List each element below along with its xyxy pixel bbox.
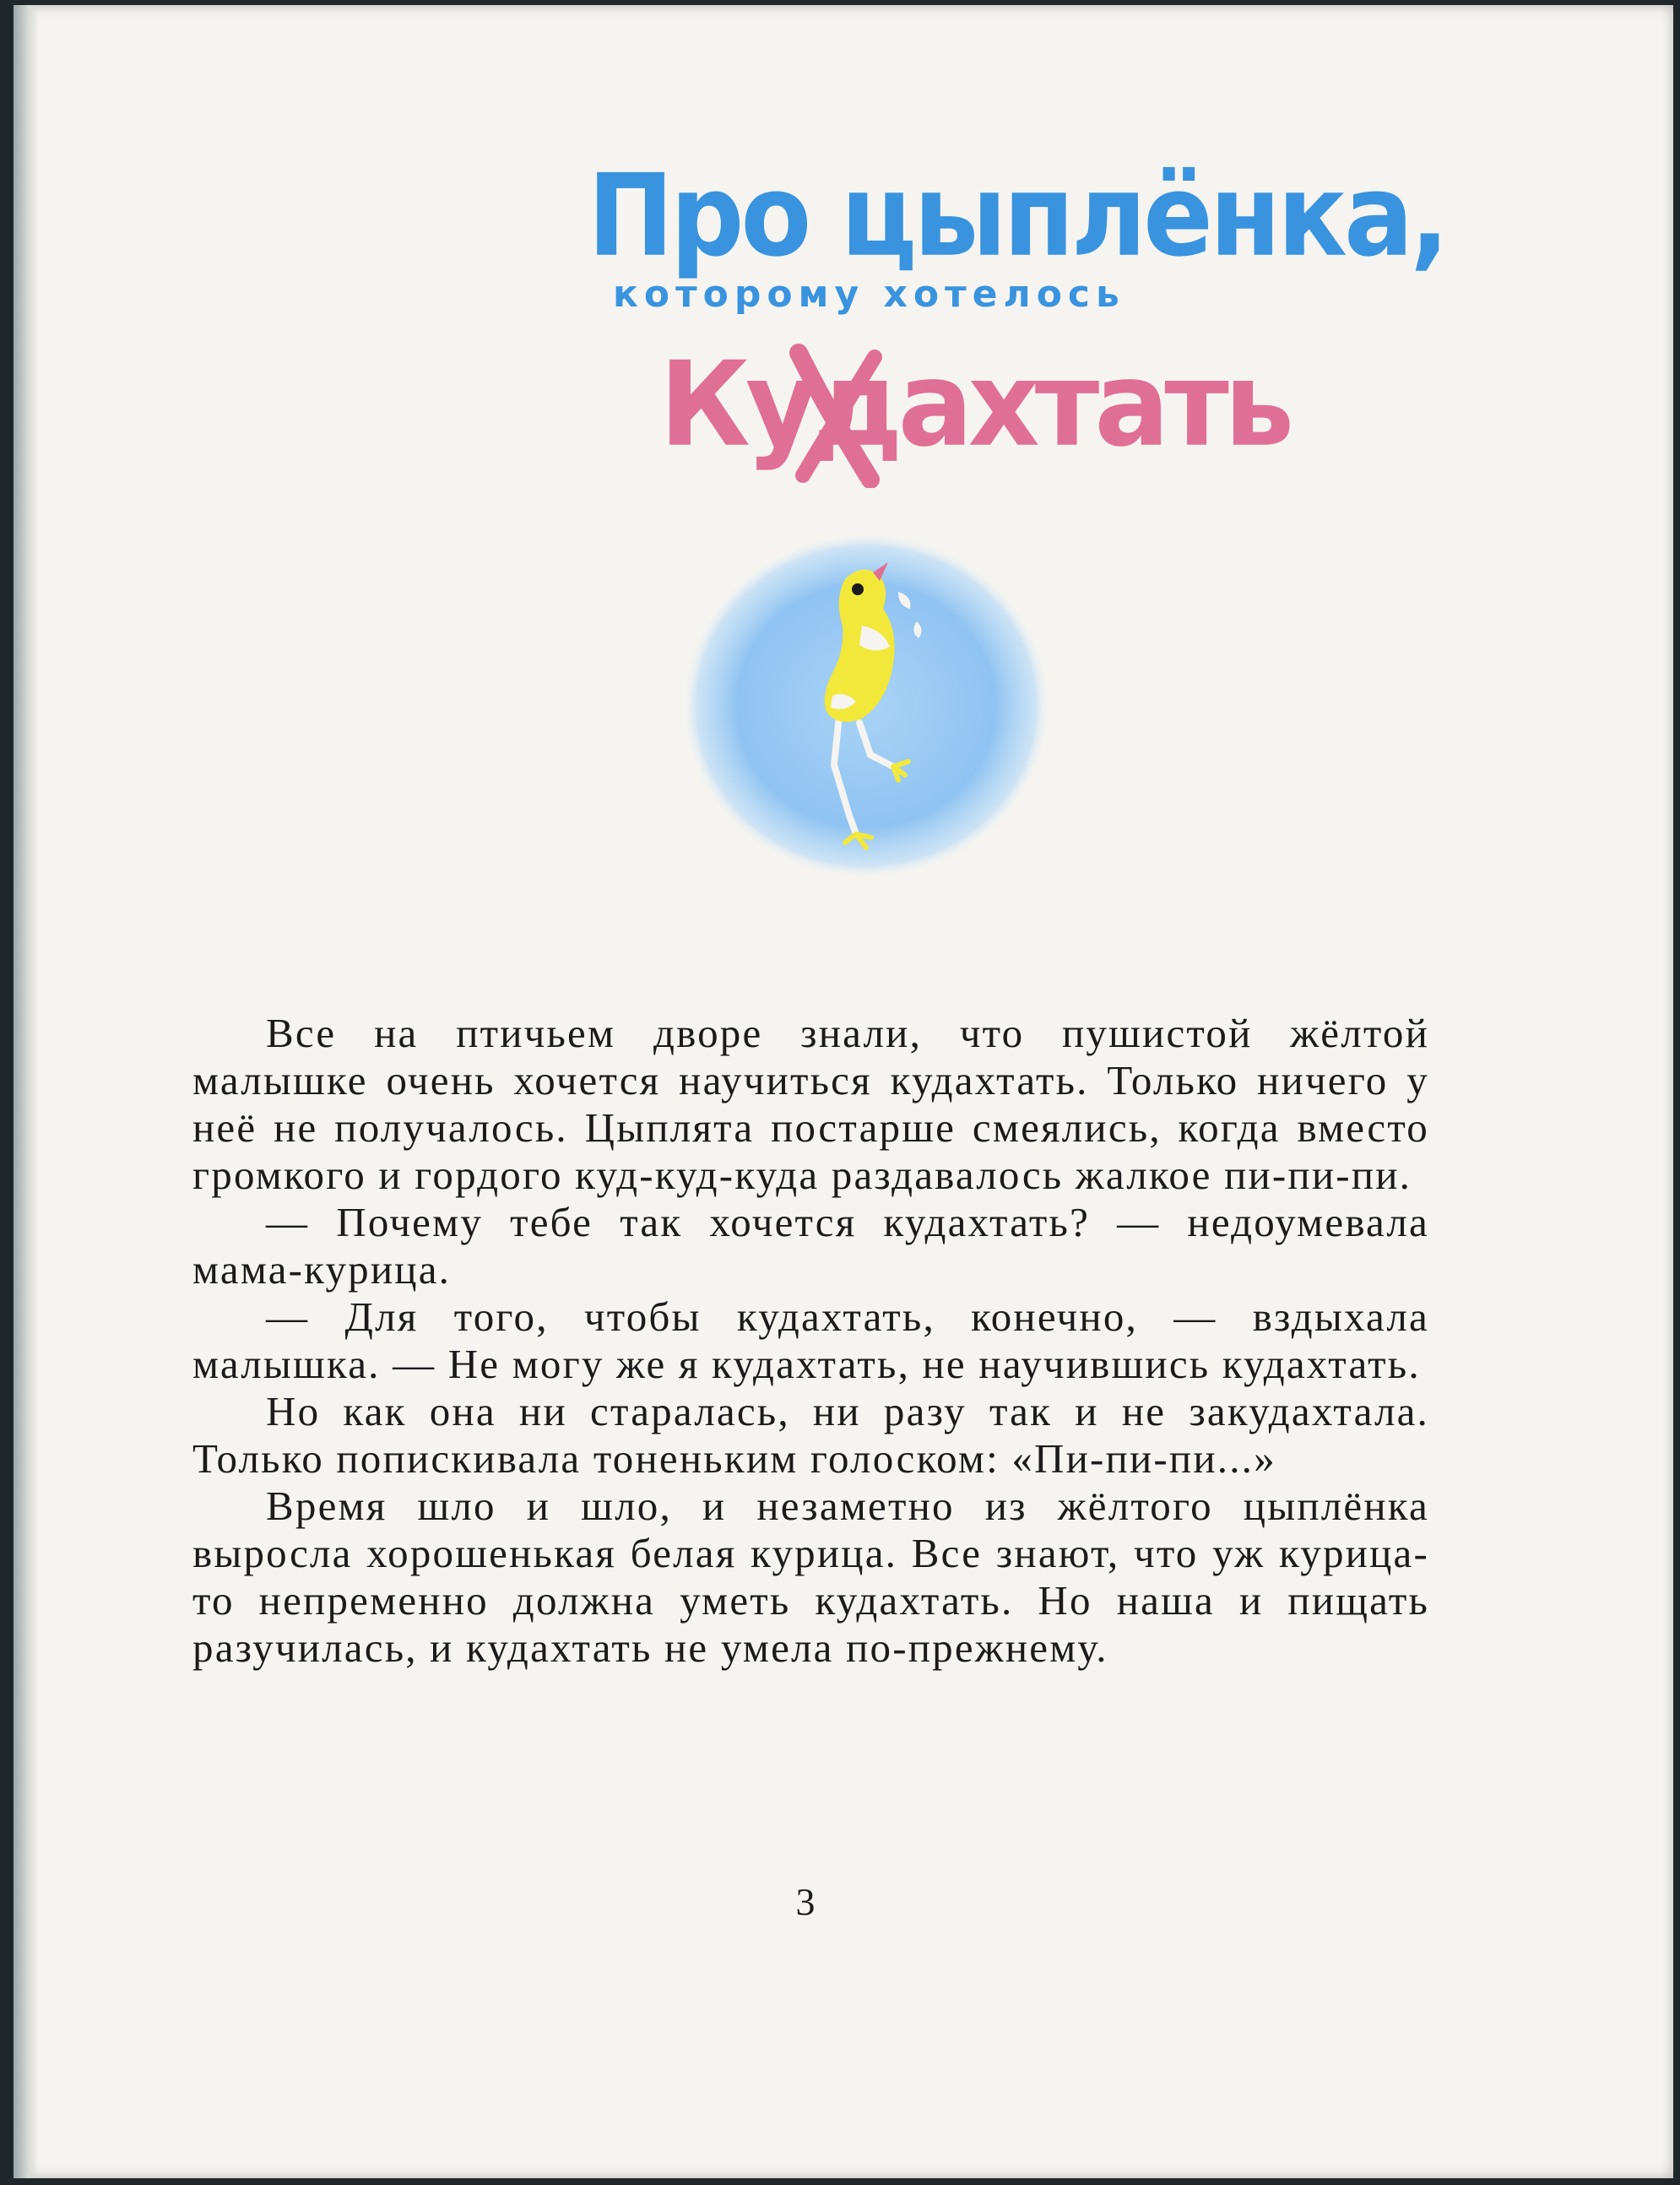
chick-illustration [672,529,1060,883]
paragraph: — Для того, чтобы кудахтать, конечно, — вздыхала малышка. — Не могу же я кудахтать, не научившись кудахтать. [192,1293,1429,1387]
book-page [14,5,1673,2178]
paragraph: Но как она ни старалась, ни разу так и не закудахтала. Только попискивала тоненьким голоском: «Пи-пи-пи...» [192,1388,1429,1482]
story-text [192,1010,1429,1672]
title-line-3 [659,319,1290,488]
title-line-1: Про цыплёнка, [588,149,1446,282]
chick-icon [672,529,1060,883]
title-word-kudakhtat: Кудахтать [659,336,1290,474]
paragraph: — Почему тебе так хочется кудахтать? — недоумевала мама-курица. [192,1199,1429,1293]
title-line-2: которому хотелось [613,273,1125,316]
page-number: 3 [795,1880,816,1923]
paragraph: Все на птичьем дворе знали, что пушистой жёлтой малышке очень хочется научиться кудахтать. Только ничего у неё не получалось. Цыплята постарше смеялись, когда вместо громкого и гордого куд-куд-куда раздавалось жалкое пи-пи-пи. [192,1010,1429,1198]
paragraph: Время шло и шло, и незаметно из жёлтого цыплёнка выросла хорошенькая белая курица. Все знают, что уж курица-то непременно должна уметь кудахтать. Но наша и пищать разучилась, и кудахтать не умела по-прежнему. [192,1483,1429,1671]
story-title [14,5,1673,512]
